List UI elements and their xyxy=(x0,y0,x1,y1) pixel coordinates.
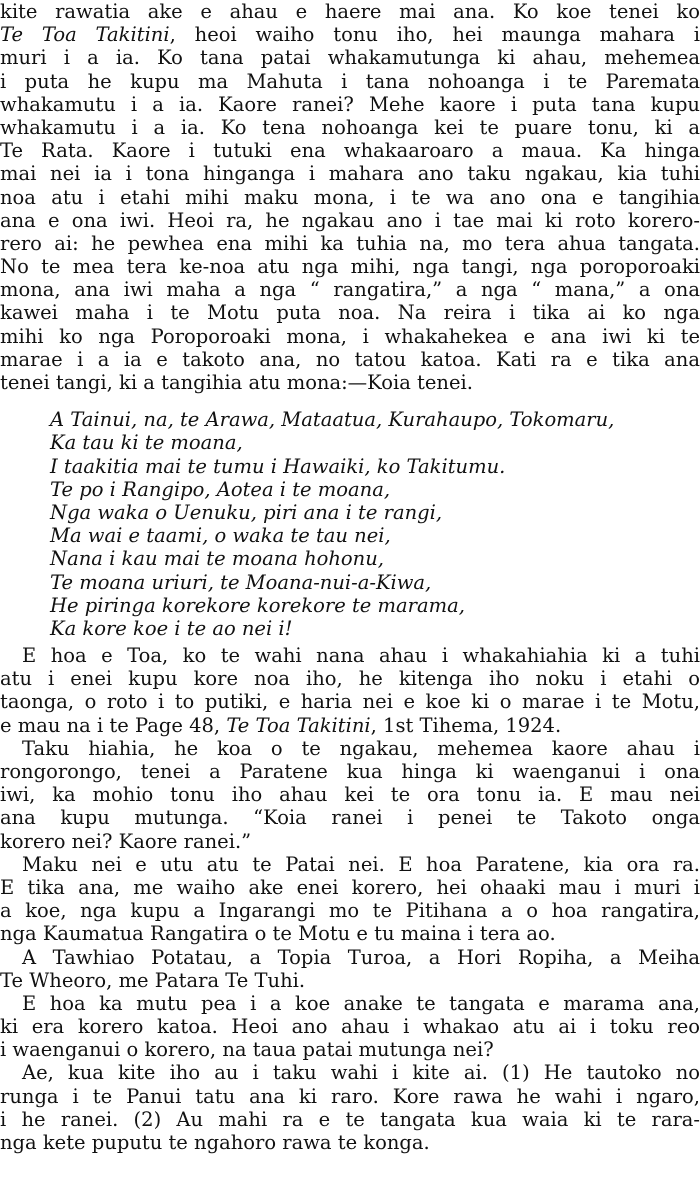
text-line: kite rawatia ake e ahau e haere mai ana. Ko koe tenei ko xyxy=(0,0,700,23)
text-line: E hoa e Toa, ko te wahi nana ahau i whakahiahia ki a tuhi xyxy=(22,644,700,668)
poem-line: Te moana uriuri, te Moana-nui-a-Kiwa, xyxy=(50,570,432,594)
paragraph-7 xyxy=(0,1061,700,1154)
text-line: e mau na i te Page 48, Te Toa Takitini, 1st Tihema, 1924. xyxy=(0,713,562,737)
text-line: ki era korero katoa. Heoi ano ahau i whakao atu ai i toku reo xyxy=(0,1015,700,1039)
text-line: ana kupu mutunga. “Koia ranei i penei te Takoto onga xyxy=(0,806,700,830)
text-line: E tika ana, me waiho ake enei korero, hei ohaaki mau i muri i xyxy=(0,875,700,899)
poem-line: Ka kore koe i te ao nei i! xyxy=(50,616,293,640)
text-line: a koe, nga kupu a Ingarangi mo te Pitihana a o hoa rangatira, xyxy=(0,899,700,923)
paragraph-6 xyxy=(0,992,700,1062)
text-line: nga Kaumatua Rangatira o te Motu e tu maina i tera ao. xyxy=(0,922,556,946)
text-line: atu i enei kupu kore noa iho, he kitenga iho noku i etahi o xyxy=(0,667,700,691)
text-line: Te Wheoro, me Patara Te Tuhi. xyxy=(0,968,306,992)
text-line: rero ai: he pewhea ena mihi ka tuhia na, mo tera ahua tangata. xyxy=(0,231,700,255)
publication-title: Te Toa Takitini xyxy=(0,23,170,47)
text-line: tenei tangi, ki a tangihia atu mona:—Koia tenei. xyxy=(0,371,473,394)
paragraph-1 xyxy=(0,0,700,394)
text-line: kawei maha i te Motu puta noa. Na reira i tika ai ko nga xyxy=(0,301,700,325)
poem-line: Nana i kau mai te moana hohonu, xyxy=(50,547,384,571)
text-line: iwi, ka mohio tonu iho ahau kei te ora tonu ia. E mau nei xyxy=(0,783,700,807)
text-line: Taku hiahia, he koa o te ngakau, mehemea kaore ahau i xyxy=(22,736,700,760)
poem-line: Ka tau ki te moana, xyxy=(50,431,243,455)
text-line: No te mea tera ke-noa atu nga mihi, nga tangi, nga poroporoaki xyxy=(0,255,700,279)
text-line: mona, ana iwi maha a nga “ rangatira,” a nga “ mana,” a ona xyxy=(0,278,700,302)
text-line: E hoa ka mutu pea i a koe anake te tangata e marama ana, xyxy=(22,991,700,1015)
poem-line: I taakitia mai te tumu i Hawaiki, ko Takitumu. xyxy=(50,454,506,478)
text-line: i he ranei. (2) Au mahi ra e te tangata kua waia ki te rara- xyxy=(0,1107,700,1131)
text-line: i puta he kupu ma Mahuta i tana nohoanga i te Paremata xyxy=(0,69,700,93)
text-line: korero nei? Kaore ranei.” xyxy=(0,829,252,853)
poem-line: Ma wai e taami, o waka te tau nei, xyxy=(50,524,391,548)
poem xyxy=(0,408,700,640)
publication-title: Te Toa Takitini xyxy=(226,713,371,737)
text-line: mihi ko nga Poroporoaki mona, i whakahekea e ana iwi ki te xyxy=(0,324,700,348)
text-line: runga i te Panui tatu ana ki raro. Kore rawa he wahi i ngaro, xyxy=(0,1084,700,1108)
poem-line: Te po i Rangipo, Aotea i te moana, xyxy=(50,477,391,501)
text-line: whakamutu i a ia. Kaore ranei? Mehe kaore i puta tana kupu xyxy=(0,92,700,116)
text-line: whakamutu i a ia. Ko tena nohoanga kei te puare tonu, ki a xyxy=(0,115,700,139)
poem-line: Nga waka o Uenuku, piri ana i te rangi, xyxy=(50,500,443,524)
text-line: Te Rata. Kaore i tutuki ena whakaaroaro a maua. Ka hinga xyxy=(0,139,700,163)
text-line: marae i a ia e takoto ana, no tatou katoa. Kati ra e tika ana xyxy=(0,347,700,371)
poem-line: He piringa korekore korekore te marama, xyxy=(50,593,465,617)
text-line: Ae, kua kite iho au i taku wahi i kite ai. (1) He tautoko no xyxy=(22,1061,700,1085)
text-line: nga kete puputu te ngahoro rawa te konga. xyxy=(0,1131,430,1154)
text-line: muri i a ia. Ko tana patai whakamutunga ki ahau, mehemea xyxy=(0,46,700,70)
text-line: taonga, o roto i to putiki, e haria nei e koe ki o marae i te Motu, xyxy=(0,690,700,714)
text-line: i waenganui o korero, na taua patai mutunga nei? xyxy=(0,1038,494,1062)
text-line: A Tawhiao Potatau, a Topia Turoa, a Hori Ropiha, a Meiha xyxy=(22,945,700,969)
text-line: noa atu i etahi mihi maku mona, i te wa ano ona e tangihia xyxy=(0,185,700,209)
text-line: Maku nei e utu atu te Patai nei. E hoa Paratene, kia ora ra. xyxy=(22,852,700,876)
paragraph-3 xyxy=(0,737,700,853)
text-line: mai nei ia i tona hinganga i mahara ano taku ngakau, kia tuhi xyxy=(0,162,700,186)
poem-line: A Tainui, na, te Arawa, Mataatua, Kurahaupo, Tokomaru, xyxy=(50,408,615,432)
text-line: Te Toa Takitini, heoi waiho tonu iho, hei maunga mahara i xyxy=(0,23,700,47)
text-line: rongorongo, tenei a Paratene kua hinga ki waenganui i ona xyxy=(0,760,700,783)
paragraph-2 xyxy=(0,644,700,737)
paragraph-4 xyxy=(0,853,700,946)
paragraph-5 xyxy=(0,946,700,992)
text-line: ana e ona iwi. Heoi ra, he ngakau ano i tae mai ki roto korero- xyxy=(0,208,700,232)
